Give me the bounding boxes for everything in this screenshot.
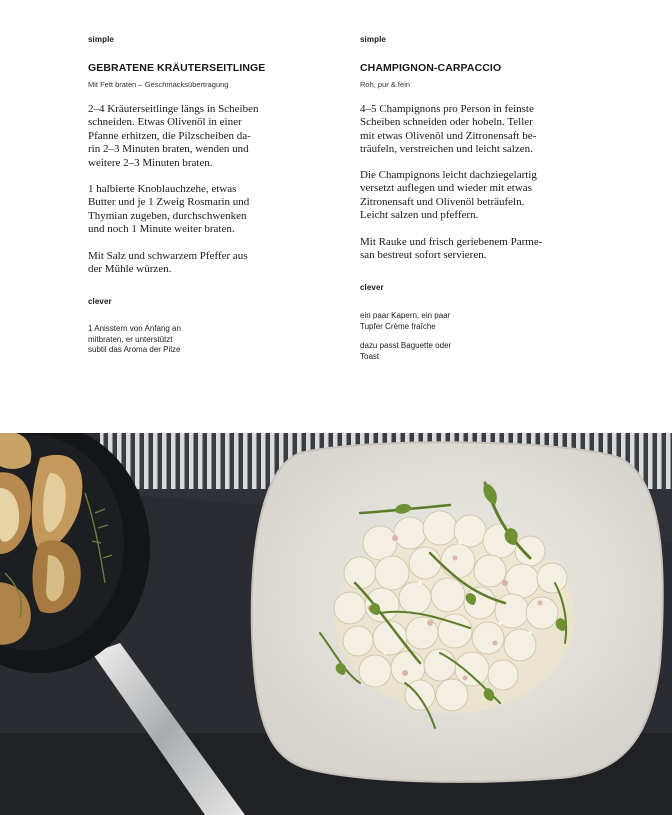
tip-text: dazu passt Baguette oder Toast [360,341,452,361]
clever-label: clever [88,297,112,306]
tip-text: 1 Anisstern von Anfang an mitbraten, er unterstützt subtil das Aroma der Pilze [88,324,181,354]
food-photo-illustration [0,433,672,815]
recipe-subtitle: Roh, pur & fein [360,80,411,89]
recipe-paragraph: 4–5 Champignons pro Person in feinste Scheiben schneiden oder hobeln. Teller mit etwas Olivenöl und Zitronensaft be- träufeln, verstreichen und leicht salzen. [360,103,537,156]
clever-label: clever [360,283,384,292]
food-photo [0,433,672,815]
recipe-title: GEBRATENE KRÄUTERSEITLINGE [88,62,266,74]
recipe-title: CHAMPIGNON-CARPACCIO [360,62,502,74]
mushroom-slices [334,511,575,713]
recipe-paragraph: Mit Salz und schwarzem Pfeffer aus der Mühle würzen. [88,250,248,276]
recipe-tag: simple [88,35,114,44]
recipe-tag: simple [360,35,386,44]
recipe-subtitle: Mit Fett braten – Geschmacksübertragung [88,80,229,89]
recipe-paragraph: 1 halbierte Knoblauchzehe, etwas Butter und je 1 Zweig Rosmarin und Thymian zugeben, durchschwenken und noch 1 Minute weiter braten. [88,183,250,236]
recipe-paragraph: Mit Rauke und frisch geriebenem Parme- san bestreut sofort servieren. [360,236,543,262]
recipe-paragraph: Die Champignons leicht dachziegelartig versetzt auflegen und wieder mit etwas Zitronensaft und Olivenöl beträufeln. Leicht salzen und pfeffern. [360,169,537,222]
recipe-paragraph: 2–4 Kräuterseitlinge längs in Scheiben schneiden. Etwas Olivenöl in einer Pfanne erhitzen, die Pilzscheiben da- rin 2–3 Minuten braten, wenden und weitere 2–3 Minuten braten. [88,103,259,169]
tip-text: ein paar Kapern, ein paar Tupfer Crème fraîche [360,311,451,331]
